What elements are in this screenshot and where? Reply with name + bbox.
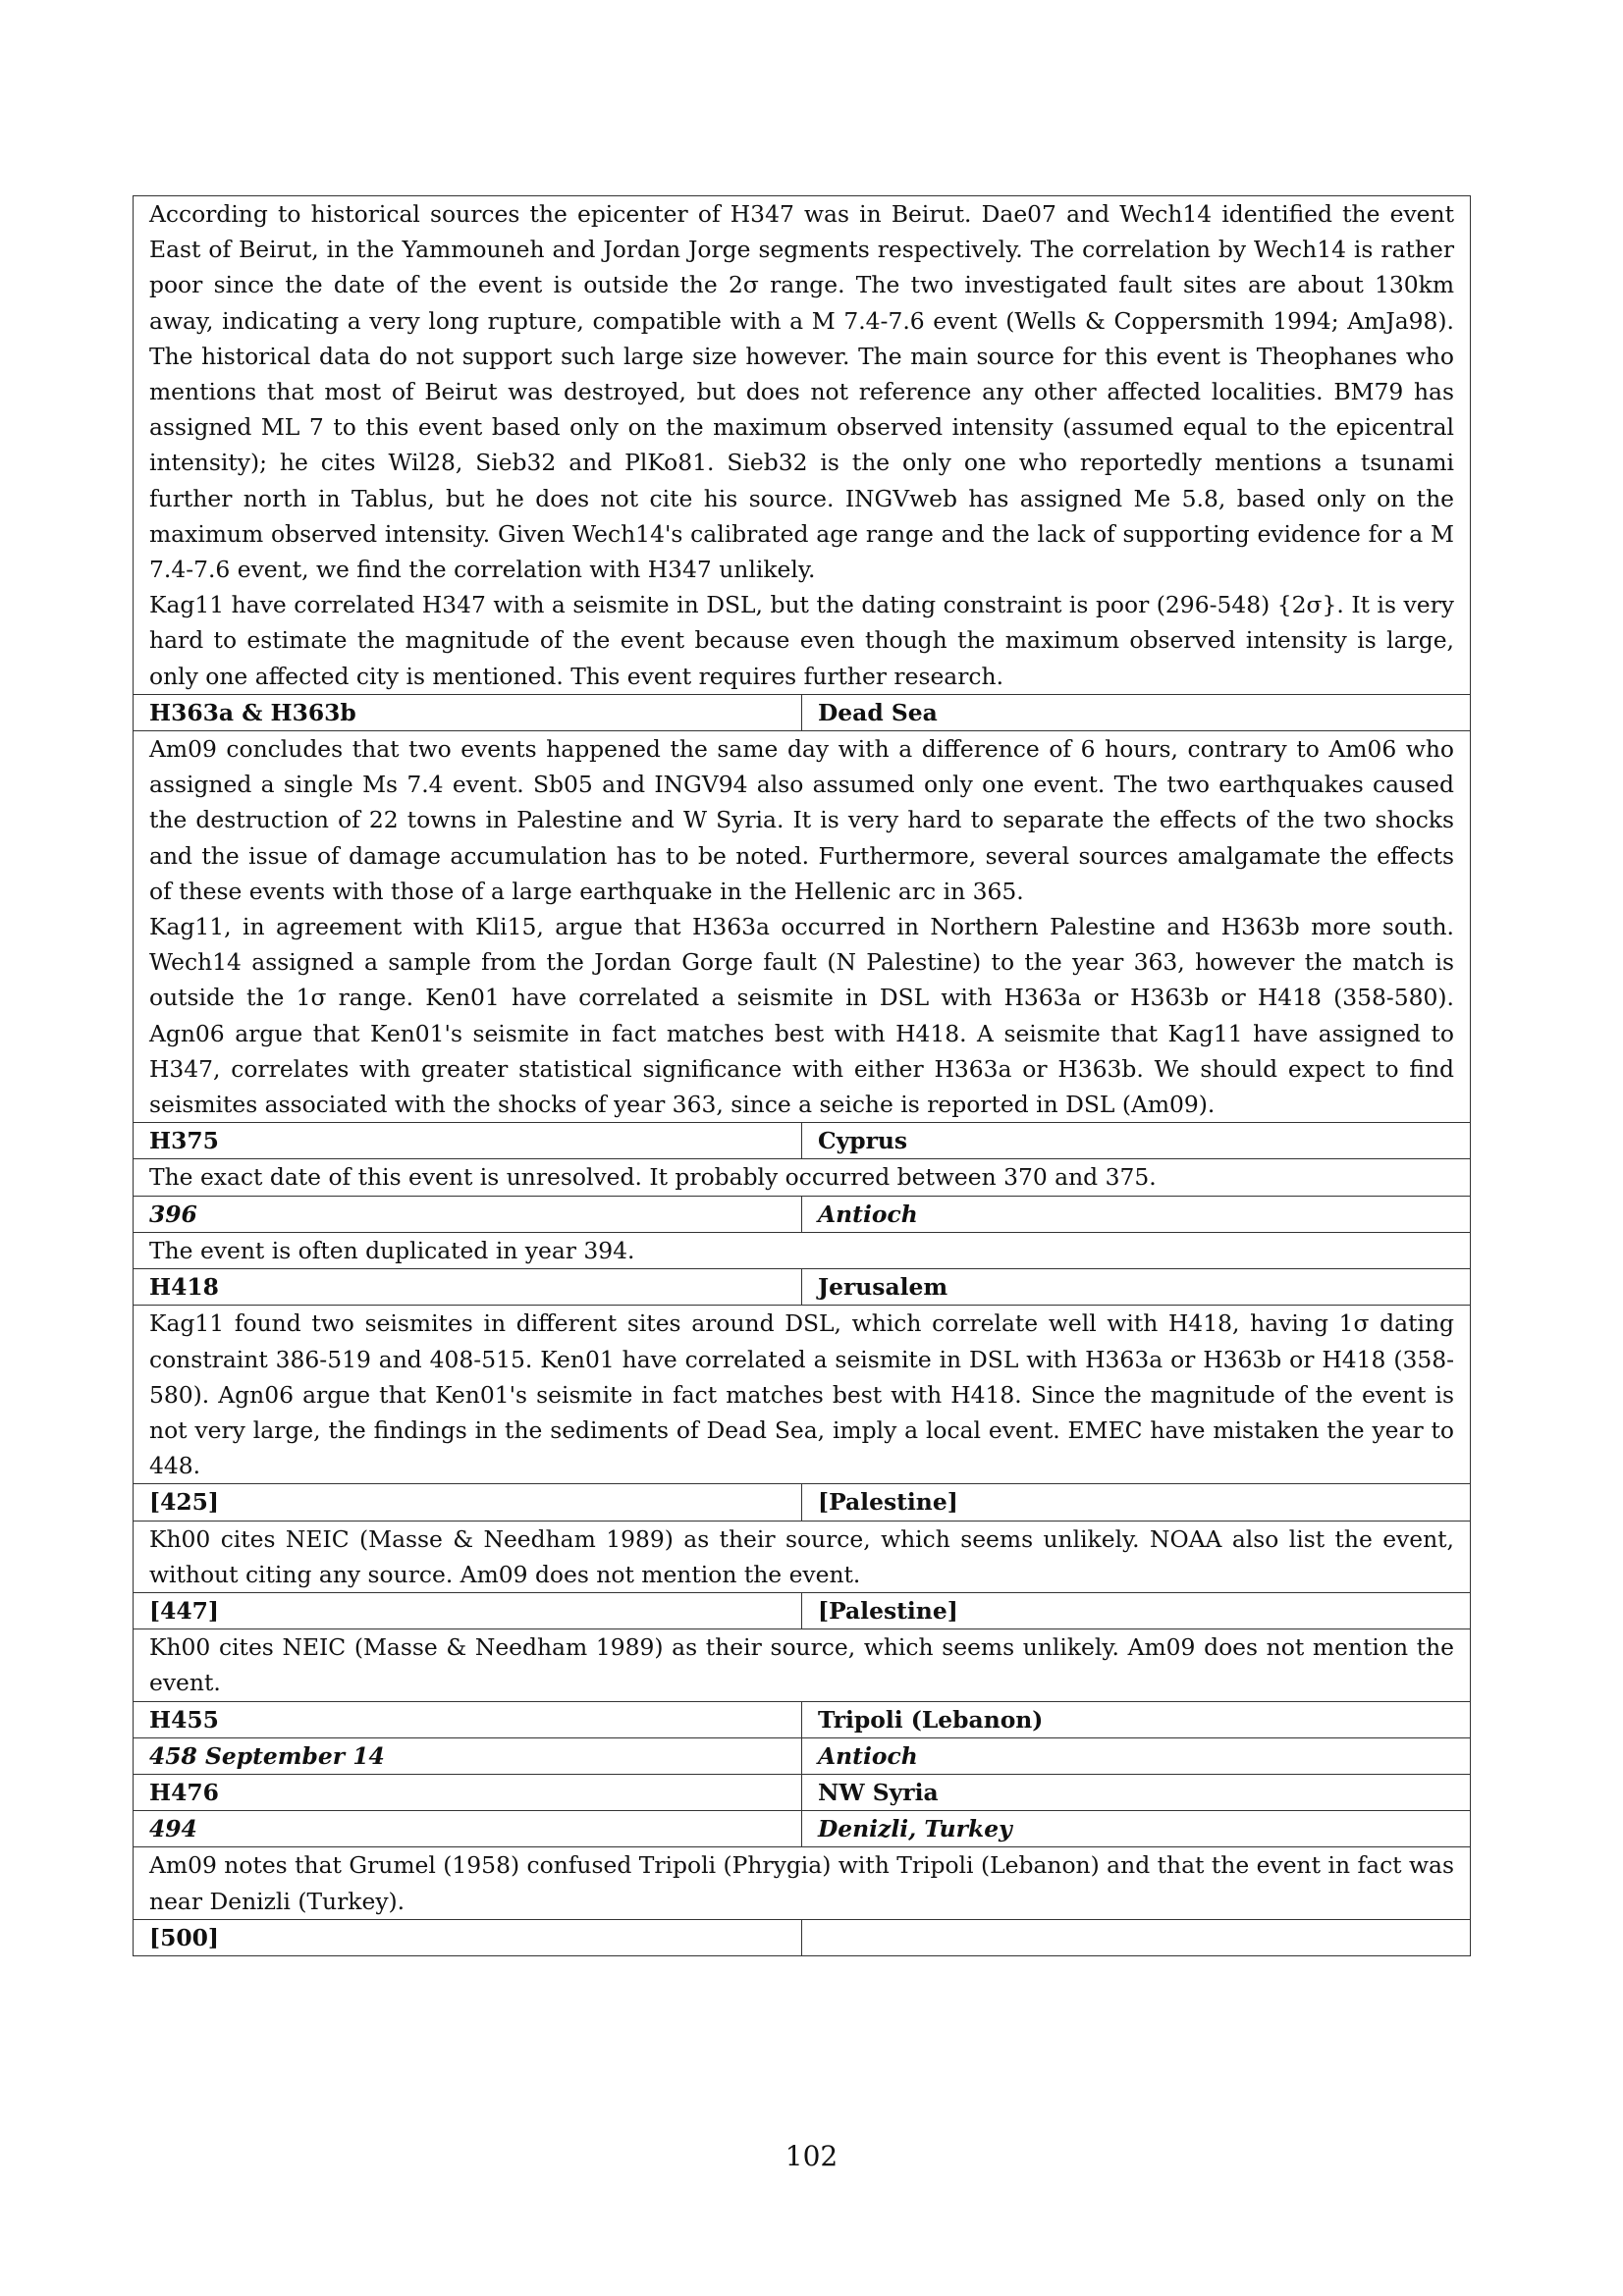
text-row [134,1847,1471,1919]
document-table [133,195,1471,1956]
text-row [134,1521,1471,1592]
event-id-cell: 458 September 14 [134,1737,802,1774]
event-id-cell: H476 [134,1774,802,1810]
description-cell [134,1629,1471,1701]
event-header-row [134,1737,1471,1774]
description-paragraph: Kh00 cites NEIC (Masse & Needham 1989) as their source, which seems unlikely. NOAA also list the event, without citing any source. Am09 does not mention the event. [149,1524,1454,1588]
event-location-cell: Cyprus [802,1123,1471,1159]
table-body [134,196,1471,1956]
event-location-cell: Jerusalem [802,1269,1471,1306]
text-row [134,731,1471,1123]
text-row [134,196,1471,695]
event-header-row [134,1811,1471,1847]
description-cell [134,1521,1471,1592]
page-number: 102 [784,2140,839,2172]
event-id-cell: [447] [134,1592,802,1629]
text-row [134,1306,1471,1484]
description-paragraph: The exact date of this event is unresolved. It probably occurred between 370 and 375. [149,1163,1157,1192]
description-paragraph: Am09 concludes that two events happened the same day with a difference of 6 hours, contrary to Am06 who assigned a single Ms 7.4 event. Sb05 and INGV94 also assumed only one event. The two earthquakes caused the destruction of 22 towns in Palestine and W Syria. It is very hard to separate the effects of the two shocks and the issue of damage accumulation has to be noted. Furthermore, several sources amalgamate the effects of these events with those of a large earthquake in the Hellenic arc in 365. [149,735,1454,905]
event-location-cell: Tripoli (Lebanon) [802,1701,1471,1737]
event-id-cell: H363a & H363b [134,694,802,730]
event-header-row [134,1123,1471,1159]
description-paragraph: Kh00 cites NEIC (Masse & Needham 1989) as their source, which seems unlikely. Am09 does not mention the event. [149,1633,1454,1697]
description-paragraph: Kag11, in agreement with Kli15, argue that H363a occurred in Northern Palestine and H363b more south. Wech14 assigned a sample from the Jordan Gorge fault (N Palestine) to the year 363, however the match is outside the 1σ range. Ken01 have correlated a seismite in DSL with H363a or H363b or H418 (358-580). Agn06 argue that Ken01's seismite in fact matches best with H418. A seismite that Kag11 have assigned to H347, correlates with greater statistical significance with either H363a or H363b. We should expect to find seismites associated with the shocks of year 363, since a seiche is reported in DSL (Am09). [149,913,1454,1119]
event-header-row [134,1919,1471,1955]
event-location-cell: Antioch [802,1196,1471,1232]
event-header-row [134,1701,1471,1737]
event-header-row [134,1269,1471,1306]
description-cell [134,1847,1471,1919]
event-location-cell: NW Syria [802,1774,1471,1810]
text-row [134,1629,1471,1701]
event-location-cell: [Palestine] [802,1484,1471,1521]
event-id-cell: H375 [134,1123,802,1159]
event-header-row [134,694,1471,730]
description-cell [134,1159,1471,1196]
event-location-cell: Dead Sea [802,694,1471,730]
description-paragraph: Kag11 found two seismites in different sites around DSL, which correlate well with H418, having 1σ dating constraint 386-519 and 408-515. Ken01 have correlated a seismite in DSL with H363a or H363b or H418 (358-580). Agn06 argue that Ken01's seismite in fact matches best with H418. Since the magnitude of the event is not very large, the findings in the sediments of Dead Sea, imply a local event. EMEC have mistaken the year to 448. [149,1309,1454,1480]
event-id-cell: 494 [134,1811,802,1847]
description-cell [134,196,1471,695]
event-id-cell: [500] [134,1919,802,1955]
text-row [134,1159,1471,1196]
event-location-cell: Denizli, Turkey [802,1811,1471,1847]
event-id-cell: H455 [134,1701,802,1737]
description-cell [134,1306,1471,1484]
description-paragraph: Am09 notes that Grumel (1958) confused Tripoli (Phrygia) with Tripoli (Lebanon) and that the event in fact was near Denizli (Turkey). [149,1851,1454,1915]
event-id-cell: 396 [134,1196,802,1232]
text-row [134,1232,1471,1268]
event-id-cell: [425] [134,1484,802,1521]
event-id-cell: H418 [134,1269,802,1306]
event-header-row [134,1484,1471,1521]
description-paragraph: According to historical sources the epicenter of H347 was in Beirut. Dae07 and Wech14 identified the event East of Beirut, in the Yammouneh and Jordan Jorge segments respectively. The correlation by Wech14 is rather poor since the date of the event is outside the 2σ range. The two investigated fault sites are about 130km away, indicating a very long rupture, compatible with a M 7.4-7.6 event (Wells & Coppersmith 1994; AmJa98). The historical data do not support such large size however. The main source for this event is Theophanes who mentions that most of Beirut was destroyed, but does not reference any other affected localities. BM79 has assigned ML 7 to this event based only on the maximum observed intensity (assumed equal to the epicentral intensity); he cites Wil28, Sieb32 and PlKo81. Sieb32 is the only one who reportedly mentions a tsunami further north in Tablus, but he does not cite his source. INGVweb has assigned Me 5.8, based only on the maximum observed intensity. Given Wech14's calibrated age range and the lack of supporting evidence for a M 7.4-7.6 event, we find the correlation with H347 unlikely. [149,200,1454,584]
event-header-row [134,1774,1471,1810]
description-cell [134,731,1471,1123]
description-paragraph: Kag11 have correlated H347 with a seismite in DSL, but the dating constraint is poor (296-548) {2σ}. It is very hard to estimate the magnitude of the event because even though the maximum observed intensity is large, only one affected city is mentioned. This event requires further research. [149,591,1454,690]
event-location-cell: [Palestine] [802,1592,1471,1629]
event-location-cell [802,1919,1471,1955]
event-header-row [134,1592,1471,1629]
description-cell [134,1232,1471,1268]
event-header-row [134,1196,1471,1232]
event-location-cell: Antioch [802,1737,1471,1774]
description-paragraph: The event is often duplicated in year 394. [149,1236,635,1264]
